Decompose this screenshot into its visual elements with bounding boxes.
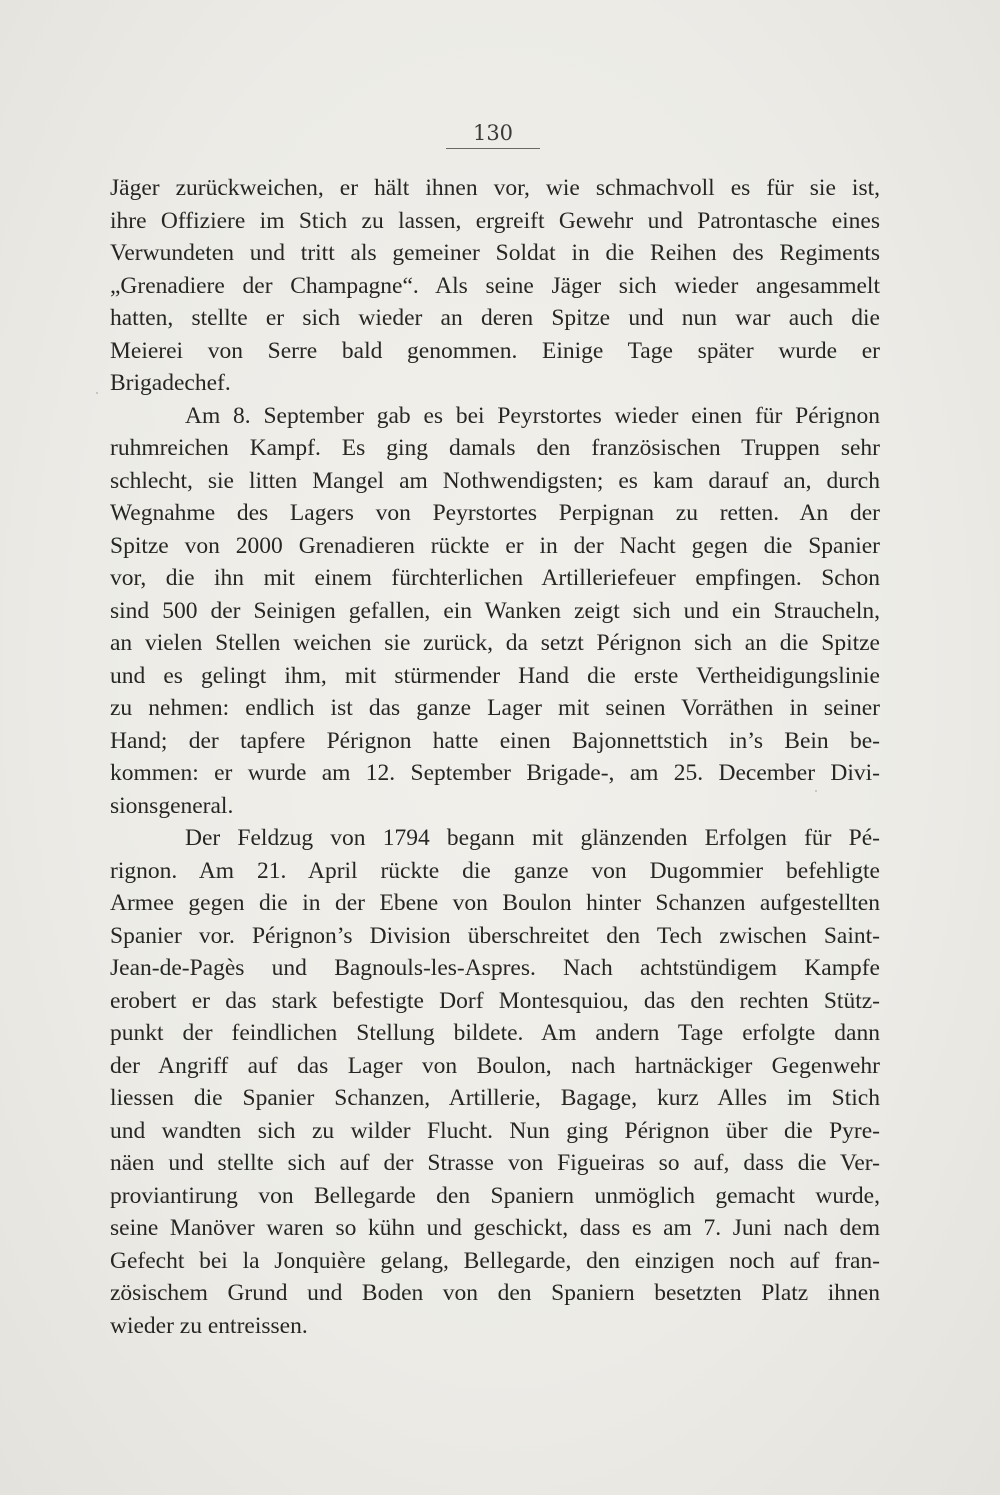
text-line: Jean-de-Pagès und Bagnouls-les-Aspres. Nach achtstündigem Kampfe xyxy=(110,955,880,981)
text-line: seine Manöver waren so kühn und geschickt, dass es am 7. Juni nach dem xyxy=(110,1215,880,1241)
text-line: Brigadechef. xyxy=(110,370,231,396)
text-line: sind 500 der Seinigen gefallen, ein Wanken zeigt sich und ein Straucheln, xyxy=(110,597,880,624)
text-line: Armee gegen die in der Ebene von Boulon hinter Schanzen aufgestellten xyxy=(110,890,880,916)
text-line: Verwundeten und tritt als gemeiner Soldat in die Reihen des Regiments xyxy=(110,240,880,266)
text-line: punkt der feindlichen Stellung bildete. Am andern Tage erfolgte dann xyxy=(110,1020,880,1046)
text-line: der Angriff auf das Lager von Boulon, nach hartnäckiger Gegenwehr xyxy=(110,1052,880,1079)
paper-speck xyxy=(96,392,98,394)
text-line: sionsgeneral. xyxy=(110,792,234,819)
text-line: Spitze von 2000 Grenadieren rückte er in der Nacht gegen die Spanier xyxy=(110,532,880,559)
text-line: Jäger zurückweichen, er hält ihnen vor, wie schmachvoll es für sie ist, xyxy=(110,175,880,201)
text-line: wieder zu entreissen. xyxy=(110,1312,308,1339)
text-line: ihre Offiziere im Stich zu lassen, ergreift Gewehr und Patrontasche eines xyxy=(110,207,880,234)
text-line: zösischem Grund und Boden von den Spaniern besetzten Platz ihnen xyxy=(110,1280,880,1306)
text-line: hatten, stellte er sich wieder an deren Spitze und nun war auch die xyxy=(110,305,880,331)
page-number: 130 xyxy=(472,121,514,145)
text-line: liessen die Spanier Schanzen, Artillerie, Bagage, kurz Alles im Stich xyxy=(110,1085,880,1111)
text-line: proviantirung von Bellegarde den Spaniern unmöglich gemacht wurde, xyxy=(110,1182,880,1209)
text-line: und wandten sich zu wilder Flucht. Nun ging Pérignon über die Pyre- xyxy=(110,1117,880,1144)
text-line: zu nehmen: endlich ist das ganze Lager mit seinen Vorräthen in seiner xyxy=(110,695,880,721)
text-line: Wegnahme des Lagers von Peyrstortes Perpignan zu retten. An der xyxy=(110,500,880,526)
paragraph-2 xyxy=(110,400,880,823)
text-line: ruhmreichen Kampf. Es ging damals den französischen Truppen sehr xyxy=(110,435,880,461)
text-line: Der Feldzug von 1794 begann mit glänzenden Erfolgen für Pé- xyxy=(185,825,880,851)
text-line: Hand; der tapfere Pérignon hatte einen Bajonnettstich in’s Bein be- xyxy=(110,727,880,754)
paragraph-1 xyxy=(110,172,880,400)
text-line: vor, die ihn mit einem fürchterlichen Artilleriefeuer empfingen. Schon xyxy=(110,565,880,591)
text-line: erobert er das stark befestigte Dorf Montesquiou, das den rechten Stütz- xyxy=(110,987,880,1014)
paragraph-3 xyxy=(110,822,880,1342)
text-line: näen und stellte sich auf der Strasse von Figueiras so auf, dass die Ver- xyxy=(110,1150,880,1176)
page-number-rule xyxy=(446,148,540,149)
text-line: rignon. Am 21. April rückte die ganze von Dugommier befehligte xyxy=(110,857,880,884)
text-line: schlecht, sie litten Mangel am Nothwendigsten; es kam darauf an, durch xyxy=(110,467,880,494)
body-text xyxy=(110,172,880,1342)
text-line: Gefecht bei la Jonquière gelang, Bellegarde, den einzigen noch auf fran- xyxy=(110,1247,880,1274)
text-line: und es gelingt ihm, mit stürmender Hand die erste Vertheidigungslinie xyxy=(110,662,880,689)
paper-speck xyxy=(815,790,817,792)
text-line: „Grenadiere der Champagne“. Als seine Jäger sich wieder angesammelt xyxy=(110,272,880,299)
text-line: kommen: er wurde am 12. September Brigade-, am 25. December Divi- xyxy=(110,760,880,786)
text-line: Spanier vor. Pérignon’s Division überschreitet den Tech zwischen Saint- xyxy=(110,922,880,949)
text-line: an vielen Stellen weichen sie zurück, da setzt Pérignon sich an die Spitze xyxy=(110,630,880,656)
text-line: Meierei von Serre bald genommen. Einige Tage später wurde er xyxy=(110,337,880,364)
text-line: Am 8. September gab es bei Peyrstortes wieder einen für Pérignon xyxy=(185,402,880,429)
